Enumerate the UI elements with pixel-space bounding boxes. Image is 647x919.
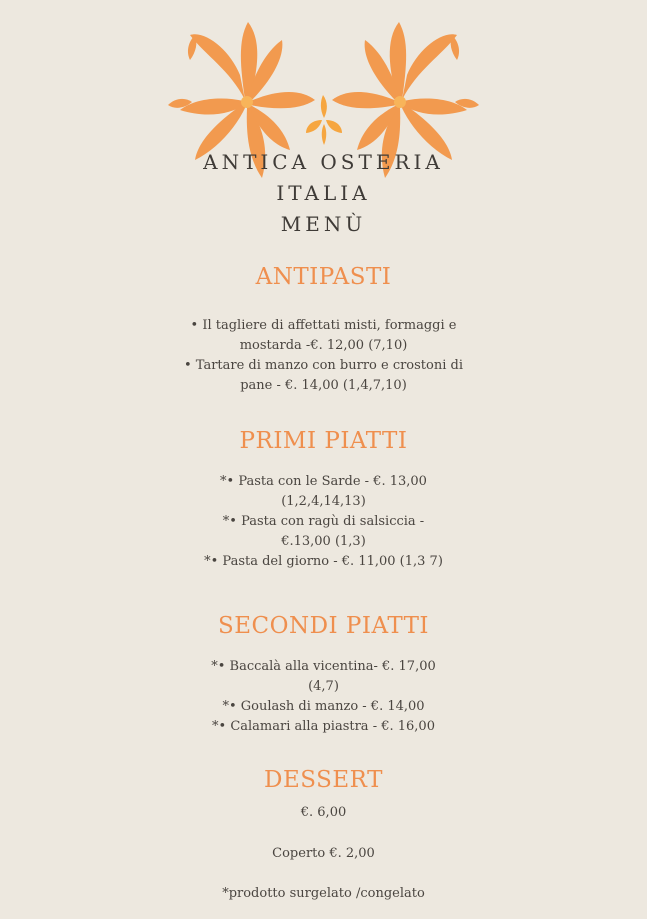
menu-line: pane - €. 14,00 (1,4,7,10)	[240, 378, 407, 393]
menu-title: MENÙ	[280, 212, 367, 236]
menu-line: *• Baccalà alla vicentina- €. 17,00	[211, 659, 436, 674]
menu-line: *• Calamari alla piastra - €. 16,00	[212, 719, 435, 734]
primi-items	[0, 472, 647, 572]
menu-line: *• Pasta con le Sarde - €. 13,00	[220, 474, 427, 489]
section-title-dessert: DESSERT	[264, 767, 383, 793]
menu-line: *• Goulash di manzo - €. 14,00	[222, 699, 425, 714]
dessert-items	[0, 803, 647, 823]
menu-line: *• Pasta con ragù di salsiccia -	[222, 514, 425, 529]
frozen-note: *prodotto surgelato /congelato	[222, 886, 425, 901]
menu-line: mostarda -€. 12,00 (7,10)	[239, 338, 408, 353]
menu-line: €. 6,00	[300, 805, 347, 820]
restaurant-name-line1: ANTICA OSTERIA	[203, 150, 444, 174]
menu-line: • Il tagliere di affettati misti, formaggi e	[190, 318, 457, 333]
section-title-antipasti: ANTIPASTI	[255, 264, 392, 290]
menu-line: • Tartare di manzo con burro e crostoni di	[183, 358, 464, 373]
secondi-items	[0, 657, 647, 737]
section-title-primi: PRIMI PIATTI	[239, 428, 408, 454]
menu-line: (4,7)	[308, 679, 339, 694]
menu-line: (1,2,4,14,13)	[281, 494, 366, 509]
section-title-secondi: SECONDI PIATTI	[217, 613, 430, 639]
antipasti-items	[0, 316, 647, 396]
restaurant-name-line2: ITALIA	[276, 181, 371, 205]
menu-line: *• Pasta del giorno - €. 11,00 (1,3 7)	[204, 554, 443, 569]
menu-line: €.13,00 (1,3)	[281, 534, 366, 549]
coperto: Coperto €. 2,00	[272, 846, 375, 861]
